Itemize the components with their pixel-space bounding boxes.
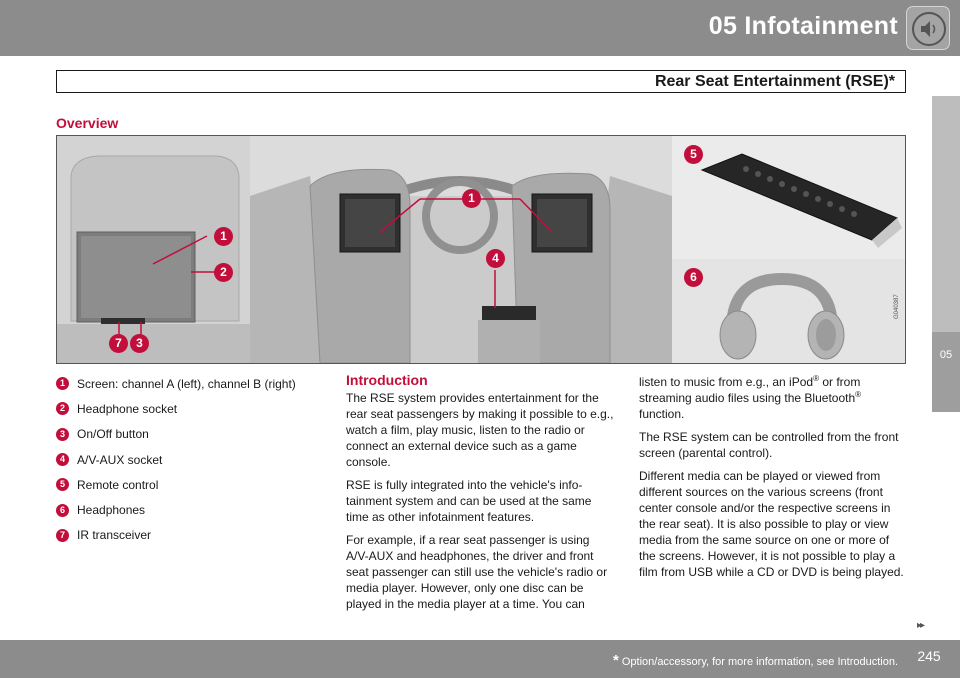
legend-text: IR transceiver (77, 528, 152, 543)
legend-number: 5 (56, 478, 69, 491)
callout-badge: 5 (684, 145, 703, 164)
legend-number: 3 (56, 428, 69, 441)
legend-item (56, 472, 338, 497)
body-paragraph: Different media can be played or viewed from different sources on the various screens (front center console and/or the respective screens in the rear seat). It is also possible to play or view media from the same source on one or more of the screens. However, it is not possible to play a film from USB while a CD or DVD is being played. (639, 469, 904, 579)
text-run: function. (639, 407, 685, 421)
text-run: or from streaming audio files using the Bluetooth (639, 375, 861, 405)
introduction-column (346, 371, 614, 619)
figure-legend (56, 371, 338, 548)
legend-number: 1 (56, 377, 69, 390)
legend-item (56, 396, 338, 421)
chapter-tab[interactable] (932, 332, 960, 412)
legend-text: Headphone socket (77, 401, 178, 416)
next-page-arrows[interactable]: ▸▸ (917, 620, 924, 631)
callout-badge: 7 (109, 334, 128, 353)
body-paragraph: The RSE system can be controlled from the front screen (parental control). (639, 430, 899, 460)
text-run: listen to music from e.g., an iPod (639, 375, 814, 389)
text-column-2 (639, 374, 907, 587)
legend-number: 7 (56, 529, 69, 542)
registered-mark: ® (813, 374, 819, 383)
callout-badge: 2 (214, 263, 233, 282)
footnote (613, 652, 898, 669)
legend-item (56, 523, 338, 548)
legend-item (56, 422, 338, 447)
remote-control-illustration (672, 136, 905, 259)
footnote-star: * (612, 652, 619, 669)
legend-number: 6 (56, 504, 69, 517)
legend-item (56, 371, 338, 396)
body-paragraph (639, 374, 907, 422)
page-number: 245 (917, 648, 941, 664)
callout-badge: 1 (214, 227, 233, 246)
registered-mark: ® (855, 390, 862, 399)
legend-text: On/Off button (77, 427, 149, 442)
car-interior-illustration (250, 136, 672, 363)
chapter-title: 05 Infotainment (708, 12, 898, 40)
legend-item (56, 447, 338, 472)
legend-text: A/V-AUX socket (77, 452, 163, 467)
intro-paragraph: The RSE system provides entertainment for the rear seat passengers by making it possible to e.g., watch a film, play music, listen to the radio or connect an external device such as a game console. (346, 391, 614, 469)
chapter-tab-number: 05 (939, 349, 953, 361)
legend-number: 2 (56, 402, 69, 415)
intro-paragraph: RSE is fully integrated into the vehicle's info-tainment system and can be used at the same time as other infotainment features. (346, 478, 592, 524)
legend-text: Screen: channel A (left), channel B (right) (77, 376, 296, 391)
legend-text: Headphones (77, 503, 146, 518)
legend-text: Remote control (77, 477, 159, 492)
footnote-text: Option/accessory, for more information, see Introduction. (618, 656, 898, 668)
legend-item (56, 497, 338, 522)
figure-code: G040387 (894, 294, 900, 319)
headrest-screen-illustration (57, 136, 250, 363)
section-header-box (56, 70, 906, 93)
intro-paragraph: For example, if a rear seat passenger is using A/V-AUX and headphones, the driver and front seat passenger can still use the vehicle's radio or media player. However, only one disc can be played in the media player at a time. You can (346, 533, 608, 611)
callout-badge: 3 (130, 334, 149, 353)
introduction-heading: Introduction (346, 372, 428, 388)
speaker-icon[interactable] (906, 6, 950, 50)
callout-badge: 6 (684, 268, 703, 287)
legend-number: 4 (56, 453, 69, 466)
headphones-illustration (672, 259, 905, 363)
rse-overview-figure (56, 135, 906, 364)
section-title: Rear Seat Entertainment (RSE)* (654, 73, 895, 90)
callout-badge: 4 (486, 249, 505, 268)
callout-badge: 1 (462, 189, 481, 208)
overview-heading: Overview (56, 115, 119, 131)
